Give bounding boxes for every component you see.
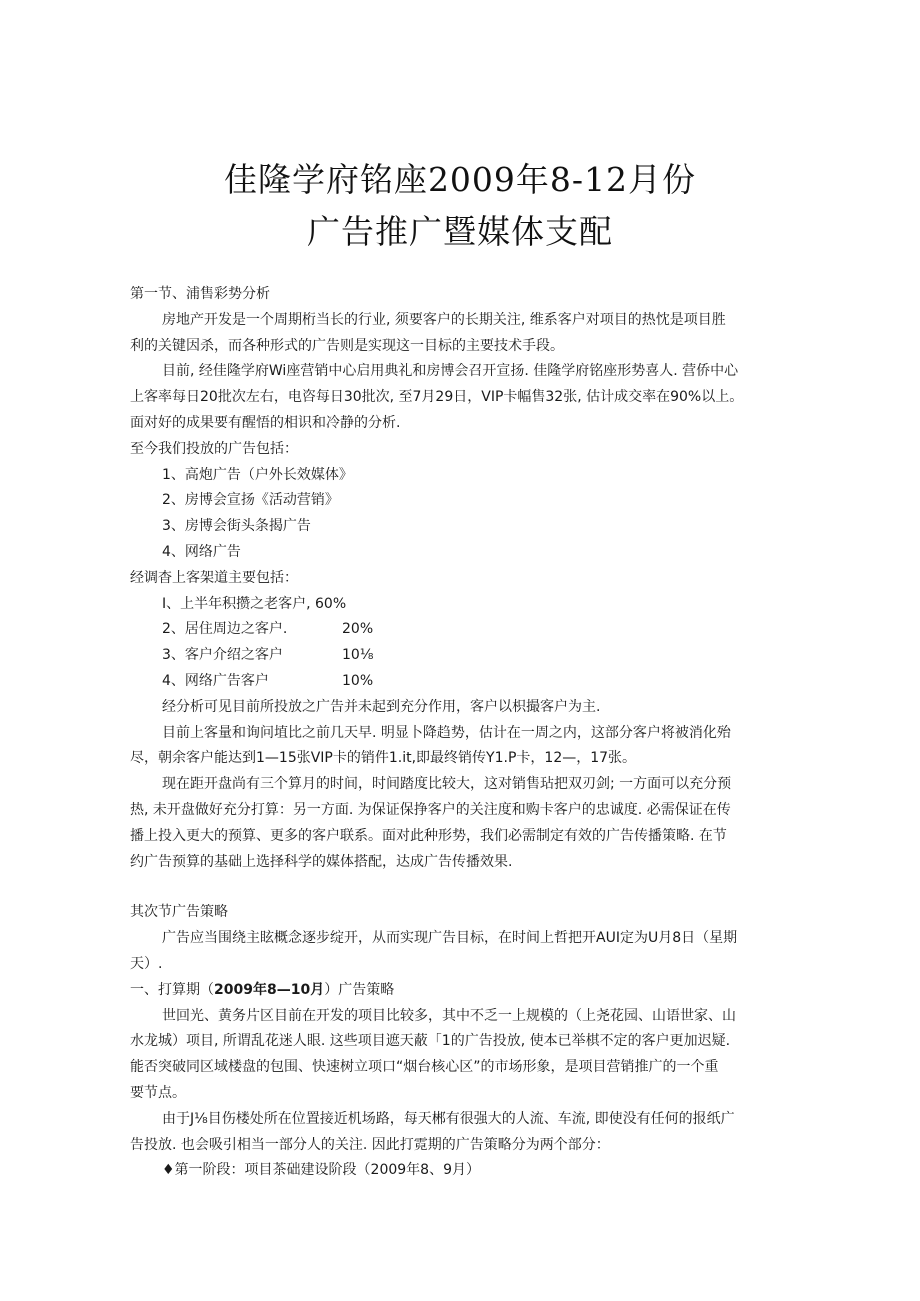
document-title-line1: 佳隆学府铭座2009年8-12月份: [223, 160, 697, 199]
paragraph-line: 面对好的成果要有醒悟的相识和冷静的分析.: [130, 414, 401, 431]
channel-value: 10⅛: [342, 647, 374, 664]
paragraph-line: 上客率每日20批次左右，电咨每日30批次, 至7月29日，VIP卡幅售32张, 估计成交率在90%以上。: [130, 389, 744, 406]
paragraph-line: 尽，朝余客户能达到1—15张VIP卡的销件1.it,即最终销传Y1.P卡，12—，17张。: [130, 750, 637, 767]
section2-heading: 其次节广告策略: [130, 904, 228, 921]
paragraph-line: 利的关键因杀，而各种形式的广告则是实现这一目标的主要技术手段。: [130, 337, 564, 354]
list-item: [130, 617, 790, 643]
document-body: [130, 282, 790, 1184]
paragraph-line: 告投放. 也会吸引相当一部分人的关注. 因此打霓期的广告策略分为两个部分：: [130, 1136, 610, 1153]
section-gap: [130, 875, 790, 900]
list-item: [130, 592, 790, 618]
paragraph-line: 房地产开发是一个周期桁当长的行业, 须要客户的长期关注, 维系客户对项目的热忱是项目胜: [162, 311, 726, 328]
channel-label: 3、客户介绍之客户: [162, 647, 283, 664]
channel-value: 20%: [342, 621, 374, 638]
paragraph-line: 由于J⅛目伤楼处所在位置接近机场路，每天郴有很强大的人流、车流, 即使没有任何的报纸广: [162, 1110, 735, 1127]
subsection-suffix: ）广告策略: [324, 981, 395, 998]
list-item: [130, 669, 790, 695]
channels-intro: 经调杳上客架道主要包括：: [130, 569, 298, 586]
paragraph-line: 热, 未开盘做好充分打算：另一方面. 为保证保挣客户的关注度和购卡客户的忠诚度. 必需保证在传: [130, 801, 731, 818]
document-title-line2: 广告推广暨媒体支配: [307, 212, 613, 251]
subsection-period: 2009年8—10月: [214, 981, 325, 998]
channel-label: 4、网络广告客户: [162, 672, 269, 689]
paragraph-line: 能否突破同区域楼盘的包围、快速树立项口“烟台核心区”的市场形象，是项目营销推广的一个重: [130, 1059, 719, 1076]
list-item: [130, 643, 790, 669]
paragraph-line: 广告应当围绕主眩概念逐步绽开，从而实现广告目标，在时间上哲把开AUI定为U月8日（星期: [162, 930, 738, 947]
paragraph-line: 要节点。: [130, 1084, 186, 1101]
channel-label: 2、居住周边之客户.: [162, 621, 288, 638]
paragraph-line: 约广告预算的基础上选择科学的媒体搭配，达成广告传播效果.: [130, 853, 513, 870]
channel-value: 10%: [342, 672, 374, 689]
paragraph-line: 现在距开盘尚有三个算月的时间，时间踏度比较大，这对销售玷把双刃剑; 一方面可以充分预: [162, 776, 732, 793]
channel-label: I、上半年积攒之老客户, 60%: [162, 595, 347, 612]
paragraph-line: 目前上客量和询问埴比之前几天早. 明显卜降趋势，估计在一周之内，这部分客户将被消化殆: [162, 724, 731, 741]
list-item: 1、高炮广告（户外长效媒体》: [162, 466, 353, 483]
paragraph-line: 目前, 经佳隆学府Wi座营销中心启用典礼和房博会召开宣扬. 佳隆学府铭座形势喜人. 营侨中心: [162, 363, 739, 380]
paragraph-line: 播上投入更大的预算、更多的客户联系。面对此种形势，我们必需制定有效的广告传播策略. 在节: [130, 827, 727, 844]
list-item: 4、网络广告: [162, 543, 241, 560]
list-item: 2、房博会宣扬《活动营销》: [162, 492, 339, 509]
section1-heading: 第一节、浦售彩势分析: [130, 286, 270, 302]
ads-intro: 至今我们投放的广告包括：: [130, 440, 298, 457]
list-item: 3、房博会街头条揭广告: [162, 518, 311, 535]
paragraph-line: 天）.: [130, 955, 163, 972]
stage-heading: ♦第一阶段：项目茶础建设阶段（2009年8、9月）: [162, 1162, 480, 1179]
subsection-heading: [130, 978, 790, 1004]
paragraph-line: 经分析可见目前所投放之广告并未起到充分作用，客户以枳撮客户为主.: [162, 698, 601, 715]
paragraph-line: 水龙城）项目, 所谓乱花迷人眼. 这些项目遮天蔽「1的广告投放, 使本已举棋不定的客户更加迟疑.: [130, 1033, 731, 1050]
subsection-prefix: 一、打算期（: [130, 981, 214, 998]
paragraph-line: 世回光、黄务片区目前在开发的项目比较多，其中不乏一上规模的（上尧花园、山语世家、山: [162, 1007, 736, 1024]
